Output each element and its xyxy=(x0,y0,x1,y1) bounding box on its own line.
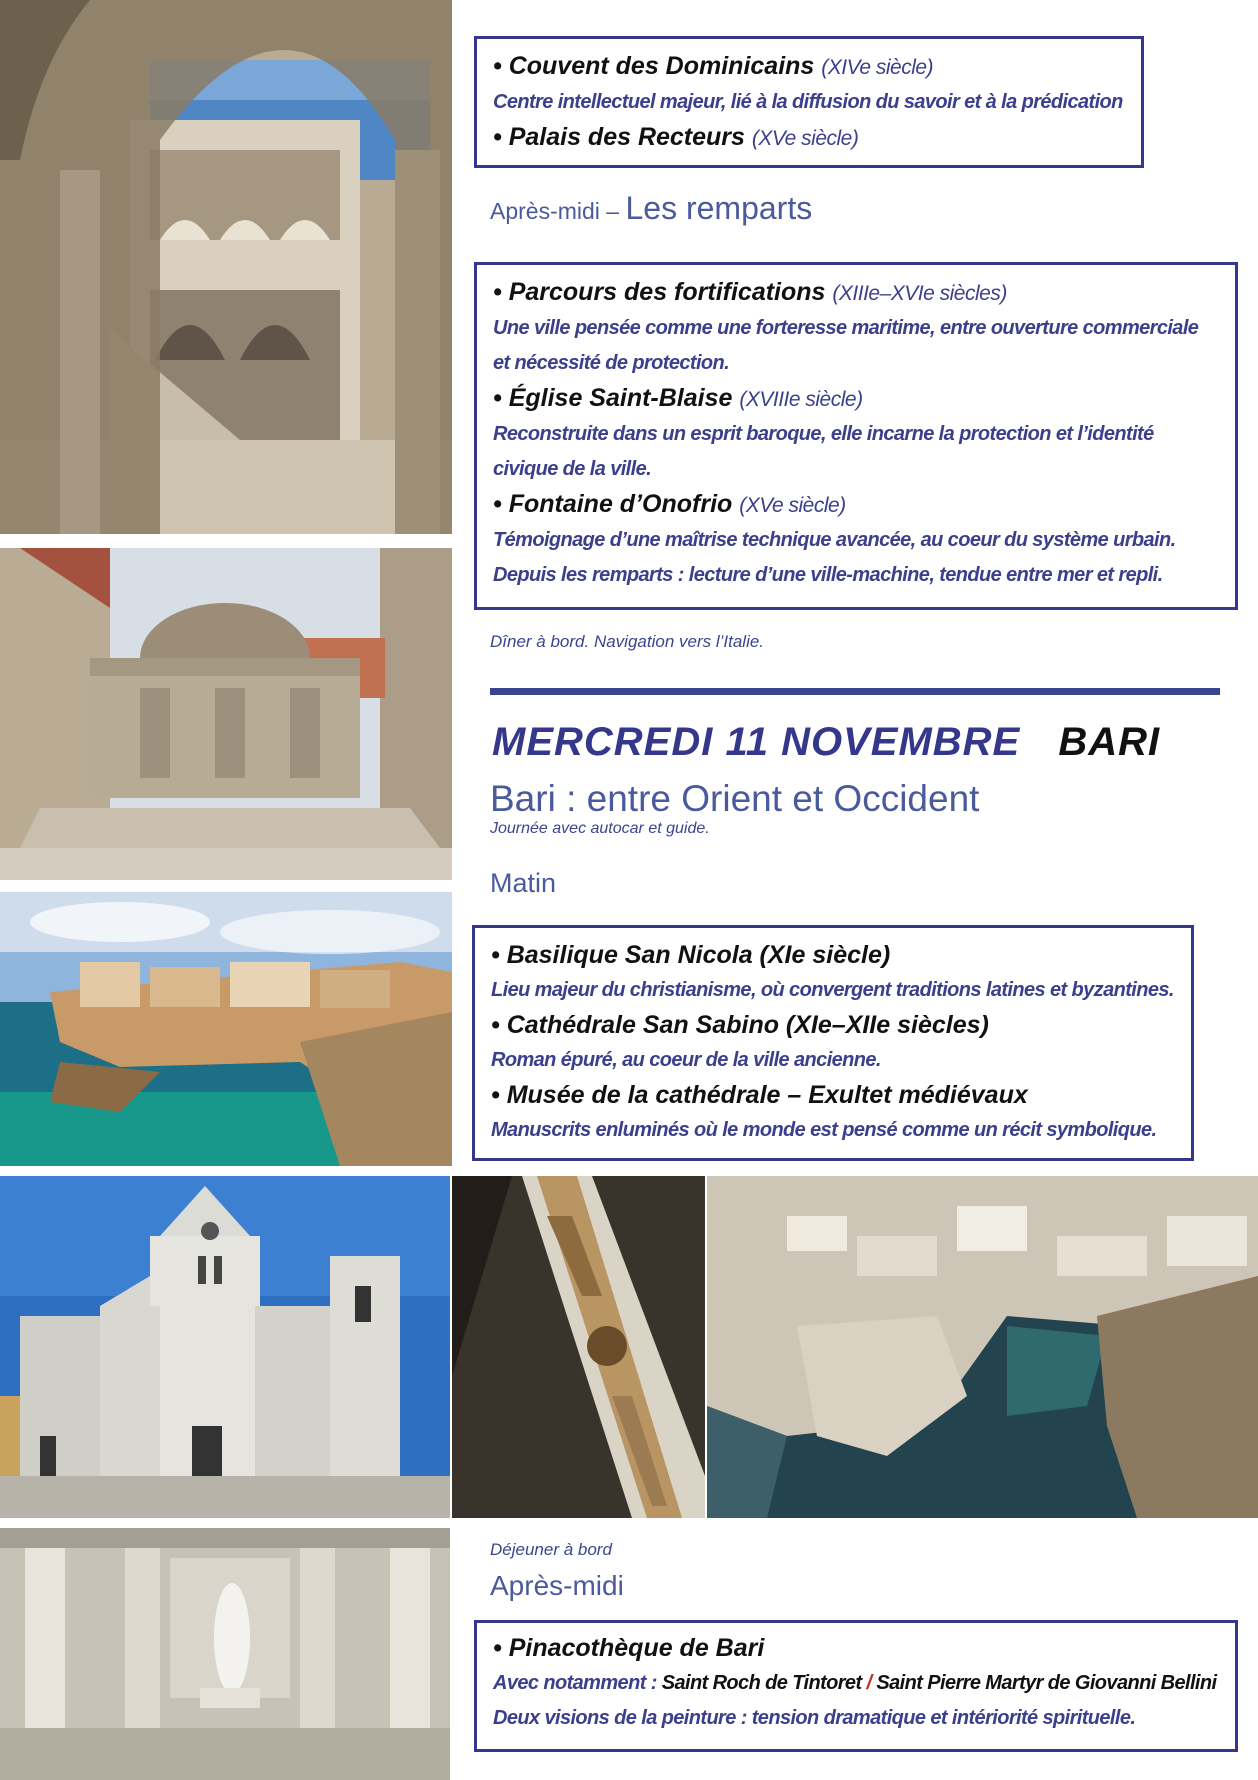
exultet-scroll-photo xyxy=(452,1176,705,1518)
item-century: (XIIIe–XVIe siècles) xyxy=(832,282,1007,305)
item-century: (XVe siècle) xyxy=(751,127,859,150)
item-title: • Église Saint-Blaise (XVIIIe siècle) xyxy=(493,384,863,412)
item-description: Lieu majeur du christianisme, où convergent traditions latines et byzantines. xyxy=(491,979,1174,1001)
item-title: • Couvent des Dominicains (XIVe siècle) xyxy=(493,52,934,80)
item-title: • Basilique San Nicola (XIe siècle) xyxy=(491,941,891,969)
section-title: Les remparts xyxy=(625,190,813,226)
day-city: BARI xyxy=(1058,720,1161,764)
work-bellini: Saint Pierre Martyr de Giovanni Bellini xyxy=(876,1672,1217,1694)
day-heading xyxy=(492,720,1160,765)
item-description xyxy=(493,1666,1219,1701)
item-description: Deux visions de la peinture : tension dramatique et intériorité spirituelle. xyxy=(493,1707,1136,1729)
colonnade-statue-photo xyxy=(0,1528,450,1780)
item-century: (XVIIIe siècle) xyxy=(739,388,863,411)
item-title: • Fontaine d’Onofrio (XVe siècle) xyxy=(493,490,846,518)
section-afternoon-ramparts xyxy=(490,190,812,227)
item-title: • Parcours des fortifications (XIIIe–XVIe siècles) xyxy=(493,278,1007,306)
item-century: (XIVe siècle) xyxy=(821,56,934,79)
work-tintoret: Saint Roch de Tintoret xyxy=(661,1672,862,1694)
bari-subtitle: Bari : entre Orient et Occident xyxy=(490,778,980,819)
program-box-pinacotheque xyxy=(474,1620,1238,1752)
polignano-cliffs-photo xyxy=(0,892,452,1166)
item-description: Témoignage d’une maîtrise technique avancée, au coeur du système urbain. Depuis les remparts : lecture d’une ville-machine, tendue entre mer et repli. xyxy=(493,529,1176,586)
item-century: (XVe siècle) xyxy=(739,494,846,517)
polignano-aerial-photo xyxy=(707,1176,1258,1518)
item-description: Reconstruite dans un esprit baroque, elle incarne la protection et l’identité civique de la ville. xyxy=(493,423,1154,480)
lunch-note: Déjeuner à bord xyxy=(490,1540,612,1559)
program-box-dominicans xyxy=(474,36,1144,168)
item-title: • Cathédrale San Sabino (XIe–XIIe siècles) xyxy=(491,1011,989,1039)
bari-guide-note: Journée avec autocar et guide. xyxy=(490,820,710,837)
section-morning: Matin xyxy=(490,868,557,898)
item-description: Manuscrits enluminés où le monde est pensé comme un récit symbolique. xyxy=(491,1119,1157,1141)
rectors-palace-courtyard-photo xyxy=(0,0,452,534)
day-date: MERCREDI 11 NOVEMBRE xyxy=(492,720,1021,764)
item-title: • Palais des Recteurs (XVe siècle) xyxy=(493,123,859,151)
item-description: Centre intellectuel majeur, lié à la diffusion du savoir et à la prédication xyxy=(493,91,1123,113)
day-divider xyxy=(490,688,1220,695)
item-title: • Musée de la cathédrale – Exultet médiévaux xyxy=(491,1081,1028,1109)
basilica-san-nicola-photo xyxy=(0,1176,450,1518)
section-prefix: Après-midi – xyxy=(490,198,626,224)
item-title: • Pinacothèque de Bari xyxy=(493,1634,765,1662)
onofrio-fountain-photo xyxy=(0,548,452,880)
program-box-ramparts xyxy=(474,262,1238,610)
works-separator: / xyxy=(861,1672,877,1694)
section-afternoon: Après-midi xyxy=(490,1570,624,1601)
works-prefix: Avec notamment : xyxy=(493,1672,662,1694)
program-box-bari-morning xyxy=(472,925,1194,1161)
item-description: Une ville pensée comme une forteresse maritime, entre ouverture commerciale et nécessité de protection. xyxy=(493,317,1199,374)
dinner-note: Dîner à bord. Navigation vers l’Italie. xyxy=(490,632,765,651)
item-description: Roman épuré, au coeur de la ville ancienne. xyxy=(491,1049,881,1071)
